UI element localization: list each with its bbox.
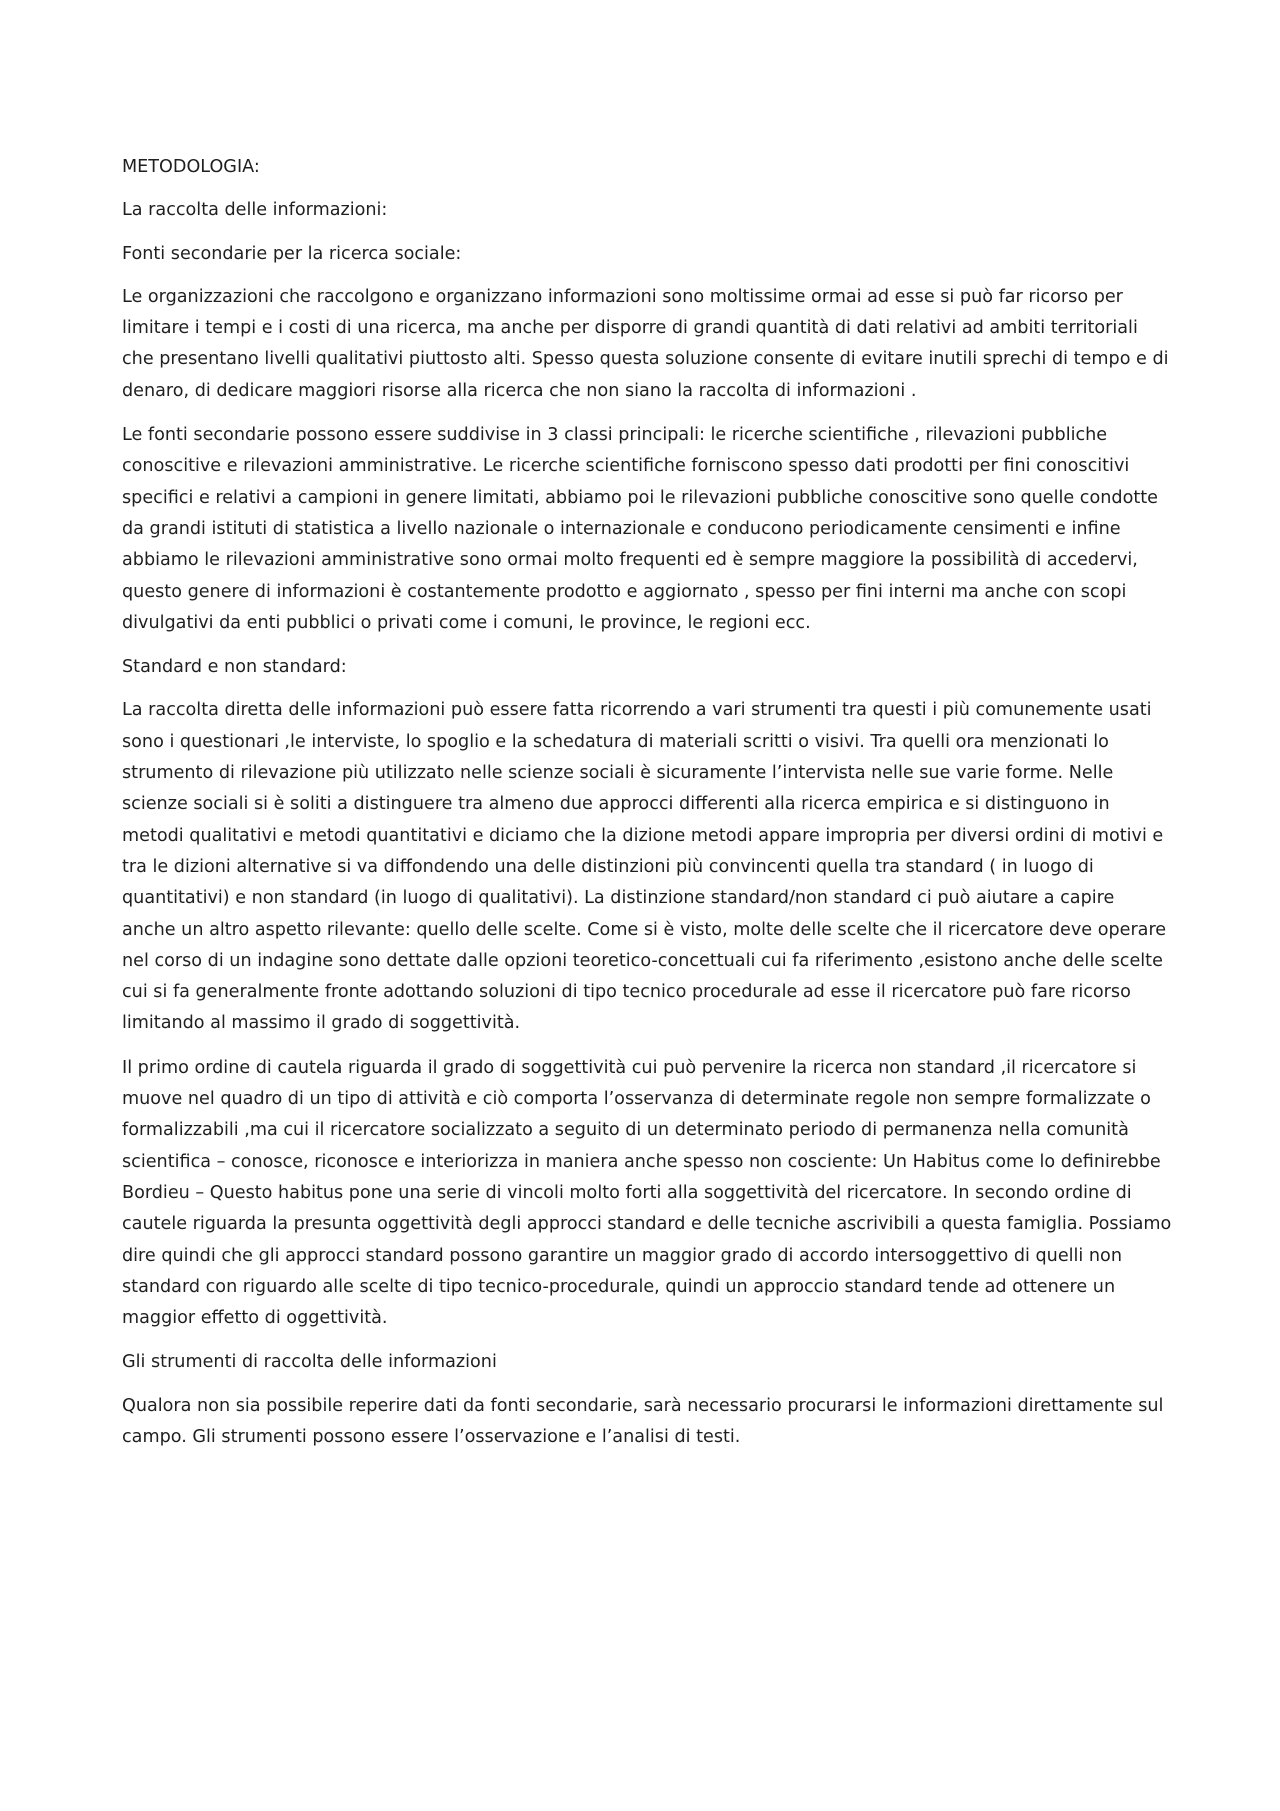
paragraph-raccolta-diretta: La raccolta diretta delle informazioni può essere fatta ricorrendo a vari strumenti tra questi i più comunemente usati sono i questionari ,le interviste, lo spoglio e la schedatura di materiali scritti o visivi. Tra quelli ora menzionati lo strumento di rilevazione più utilizzato nelle scienze sociali è sicuramente l’intervista nelle sue varie forme. Nelle scienze sociali si è soliti a distinguere tra almeno due approcci differenti alla ricerca empirica e si distinguono in metodi qualitativi e metodi quantitativi e diciamo che la dizione metodi appare impropria per diversi ordini di motivi e tra le dizioni alternative si va diffondendo una delle distinzioni più convincenti quella tra standard ( in luogo di quantitativi) e non standard (in luogo di qualitativi). La distinzione standard/non standard ci può aiutare a capire anche un altro aspetto rilevante: quello delle scelte. Come si è visto, molte delle scelte che il ricercatore deve operare nel corso di un indagine sono dettate dalle opzioni teoretico-concettuali cui fa riferimento ,esistono anche delle scelte cui si fa generalmente fronte adottando soluzioni di tipo tecnico procedurale ad esse il ricercatore può fare ricorso limitando al massimo il grado di soggettività. (122, 700, 1167, 1034)
heading-strumenti-raccolta: Gli strumenti di raccolta delle informazioni (122, 1352, 497, 1373)
document-body (122, 152, 1172, 1466)
paragraph-qualora: Qualora non sia possibile reperire dati da fonti secondarie, sarà necessario procurarsi le informazioni direttamente sul campo. Gli strumenti possono essere l’osservazione e l’analisi di testi. (122, 1395, 1164, 1447)
paragraph-primo-ordine: Il primo ordine di cautela riguarda il grado di soggettività cui può pervenire la ricerca non standard ,il ricercatore si muove nel quadro di un tipo di attività e ciò comporta l’osservanza di determinate regole non sempre formalizzate o formalizzabili ,ma cui il ricercatore socializzato a seguito di un determinato periodo di permanenza nella comunità scientifica – conosce, riconosce e interiorizza in maniera anche spesso non cosciente: Un Habitus come lo definirebbe Bordieu – Questo habitus pone una serie di vincoli molto forti alla soggettività del ricercatore. In secondo ordine di cautele riguarda la presunta oggettività degli approcci standard e delle tecniche ascrivibili a questa famiglia. Possiamo dire quindi che gli approcci standard possono garantire un maggior grado di accordo intersoggettivo di quelli non standard con riguardo alle scelte di tipo tecnico-procedurale, quindi un approccio standard tende ad ottenere un maggior effetto di oggettività. (122, 1057, 1172, 1329)
heading-standard-non-standard: Standard e non standard: (122, 657, 347, 678)
heading-fonti-secondarie: Fonti secondarie per la ricerca sociale: (122, 243, 462, 264)
paragraph-organizzazioni: Le organizzazioni che raccolgono e organizzano informazioni sono moltissime ormai ad esse si può far ricorso per limitare i tempi e i costi di una ricerca, ma anche per disporre di grandi quantità di dati relativi ad ambiti territoriali che presentano livelli qualitativi piuttosto alti. Spesso questa soluzione consente di evitare inutili sprechi di tempo e di denaro, di dedicare maggiori risorse alla ricerca che non siano la raccolta di informazioni . (122, 286, 1169, 401)
paragraph-fonti-secondarie: Le fonti secondarie possono essere suddivise in 3 classi principali: le ricerche scientifiche , rilevazioni pubbliche conoscitive e rilevazioni amministrative. Le ricerche scientifiche forniscono spesso dati prodotti per fini conoscitivi specifici e relativi a campioni in genere limitati, abbiamo poi le rilevazioni pubbliche conoscitive sono quelle condotte da grandi istituti di statistica a livello nazionale o internazionale e conducono periodicamente censimenti e infine abbiamo le rilevazioni amministrative sono ormai molto frequenti ed è sempre maggiore la possibilità di accedervi, questo genere di informazioni è costantemente prodotto e aggiornato , spesso per fini interni ma anche con scopi divulgativi da enti pubblici o privati come i comuni, le province, le regioni ecc. (122, 425, 1158, 633)
heading-metodologia: METODOLOGIA: (122, 157, 260, 177)
heading-raccolta-informazioni: La raccolta delle informazioni: (122, 200, 388, 221)
